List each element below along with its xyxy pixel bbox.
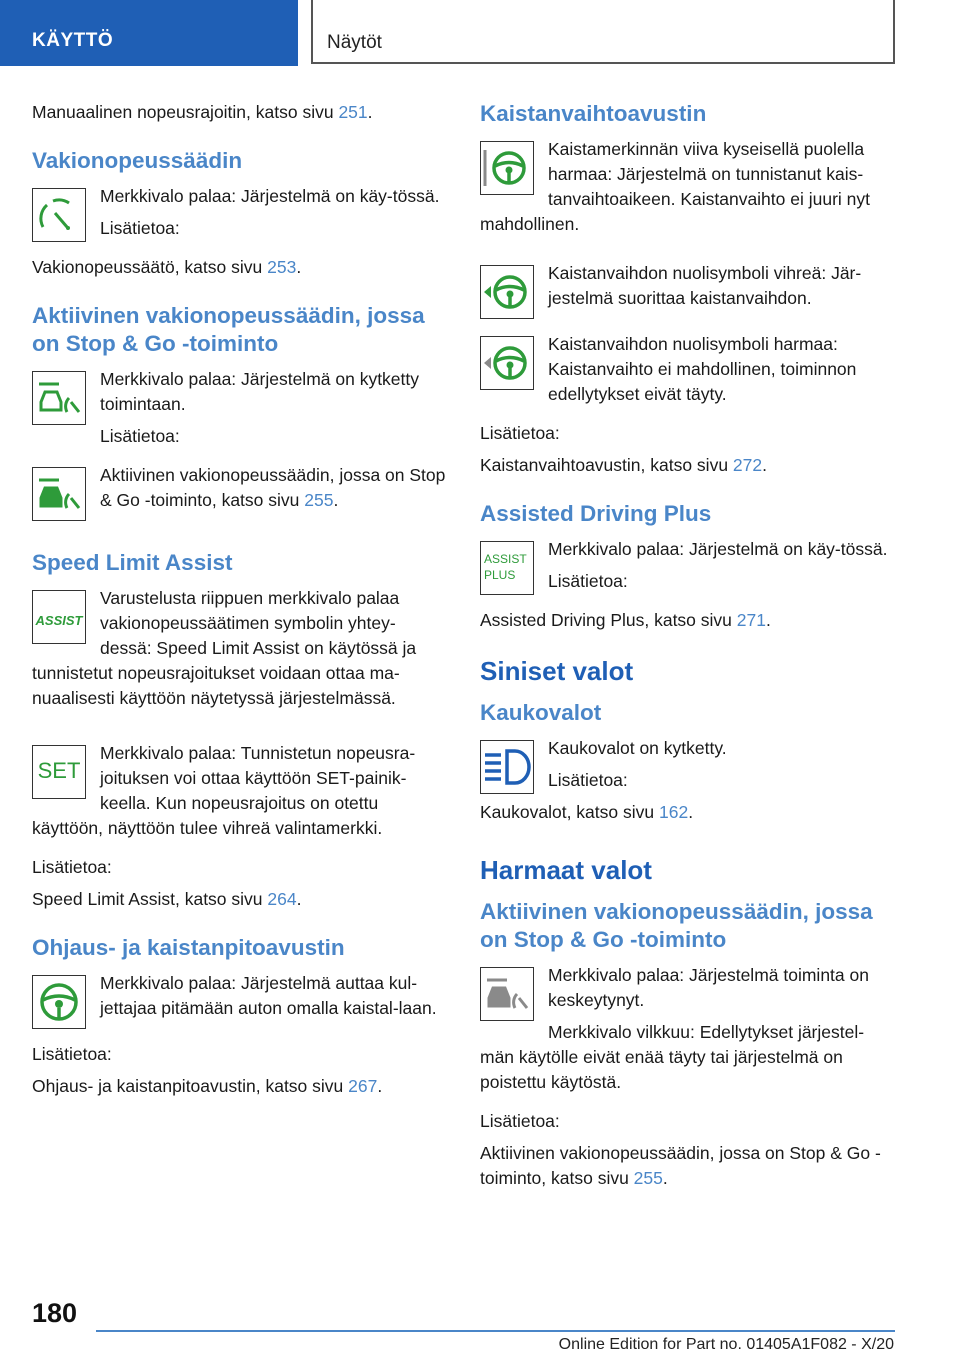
right-column (480, 100, 894, 1198)
footer-divider (96, 1330, 895, 1332)
grey-heading: Harmaat valot (480, 855, 652, 885)
acc-heading: Aktiivinen vakionopeussäädin, jossa on Stop & Go -toiminto (32, 303, 425, 356)
set-desc: Merkkivalo palaa: Tunnistetun nopeusra-joituksen voi ottaa käyttöön SET-painik-keella. Kun nopeusrajoitus on otettu käyttöön, näyttöön tulee vihreä valintamerkki. (32, 743, 416, 838)
sla-desc: Varustelusta riippuen merkkivalo palaa vakionopeussäätimen symbolin yhtey-dessä: Speed Limit Assist on käytössä ja tunnistetut nopeusrajoitukset voidaan ottaa ma-nuaalisesti käyttöön näytetyssä järjestelmässä. (32, 588, 417, 708)
lane-info-label: Lisätietoa: (480, 423, 560, 443)
page-link[interactable]: 251 (338, 102, 368, 122)
page-link[interactable]: 255 (304, 490, 334, 510)
page-link[interactable]: 162 (658, 802, 689, 822)
blue-desc: Kaukovalot on kytketty. (548, 738, 727, 758)
sla-ref: Speed Limit Assist, katso sivu 264. (32, 889, 302, 909)
lane-heading: Kaistanvaihtoavustin (480, 101, 707, 126)
acc-block (32, 367, 446, 456)
lane-steering-grey-line-icon (480, 141, 534, 195)
steer-info-label: Lisätietoa: (32, 1044, 112, 1064)
steer-block (32, 971, 446, 1035)
section-label: KÄYTTÖ (0, 0, 298, 66)
set-icon: SET (32, 745, 86, 799)
steer-heading: Ohjaus- ja kaistanpitoavustin (32, 935, 345, 960)
acc-desc: Merkkivalo palaa: Järjestelmä on kytketty toimintaan. (100, 369, 420, 414)
adp-ref: Assisted Driving Plus, katso sivu 271. (480, 610, 771, 630)
acc-info-label: Lisätietoa: (100, 426, 180, 446)
page-link[interactable]: 271 (736, 610, 766, 630)
lane-block-2 (480, 261, 894, 325)
page-link[interactable]: 255 (633, 1168, 663, 1188)
intro-text: Manuaalinen nopeusrajoitin, katso sivu 251. (32, 102, 373, 122)
acc-ref-block (32, 463, 446, 527)
page-number: 180 (32, 1298, 78, 1328)
set-block (32, 741, 446, 848)
sla-block (32, 586, 446, 718)
steer-desc: Merkkivalo palaa: Järjestelmä auttaa kul-jettajaa pitämään auton omalla kaistal-laan. (100, 973, 437, 1018)
vakio-block (32, 184, 446, 248)
acc-ref: Aktiivinen vakionopeussäädin, jossa on Stop & Go -toiminto, katso sivu 255. (100, 465, 446, 510)
edition-text: Online Edition for Part no. 01405A1F082 - X/20 (558, 1336, 894, 1353)
grey-desc-2: Merkkivalo vilkkuu: Edellytykset järjestel-män käytölle eivät enää täyty tai järjestelmä on poistettu käytöstä. (480, 1022, 865, 1092)
grey-info-label: Lisätietoa: (480, 1111, 560, 1131)
grey-subheading: Aktiivinen vakionopeussäädin, jossa on Stop & Go -toiminto (480, 899, 873, 952)
chapter-title: Näytöt (327, 32, 382, 53)
acc-car-grey-icon (480, 967, 534, 1021)
grey-block (480, 963, 894, 1102)
adp-desc: Merkkivalo palaa: Järjestelmä on käy-tössä. (548, 539, 888, 559)
sla-info-label: Lisätietoa: (32, 857, 112, 877)
lane-steering-grey-arrow-icon (480, 336, 534, 390)
vakio-heading: Vakionopeussäädin (32, 148, 243, 173)
lane-desc-2: Kaistanvaihdon nuolisymboli vihreä: Jär-jestelmä suorittaa kaistanvaihdon. (548, 263, 862, 308)
high-beam-icon (480, 740, 534, 794)
lane-desc-1: Kaistamerkinnän viiva kyseisellä puolella harmaa: Järjestelmä on tunnistanut kais-tanvaihtoaikeen. Kaistanvaihto ei juuri nyt mahdollinen. (480, 139, 871, 234)
acc-car-icon (32, 371, 86, 425)
grey-desc-1: Merkkivalo palaa: Järjestelmä toiminta on keskeytynyt. (548, 965, 869, 1010)
vakio-info-label: Lisätietoa: (100, 218, 180, 238)
adp-block (480, 537, 894, 601)
blue-heading: Siniset valot (480, 656, 634, 686)
page-link[interactable]: 264 (267, 889, 297, 909)
sla-heading: Speed Limit Assist (32, 550, 233, 575)
blue-info-label: Lisätietoa: (548, 770, 628, 790)
adp-heading: Assisted Driving Plus (480, 501, 712, 526)
chapter-box (311, 0, 895, 64)
page-link[interactable]: 267 (348, 1076, 378, 1096)
blue-subheading: Kaukovalot (480, 700, 602, 725)
blue-block (480, 736, 894, 832)
steering-wheel-icon (32, 975, 86, 1029)
assist-plus-icon: ASSIST PLUS (480, 541, 534, 595)
adp-info-label: Lisätietoa: (548, 571, 628, 591)
lane-steering-green-arrow-icon (480, 265, 534, 319)
page-link[interactable]: 272 (732, 455, 763, 475)
page-header (0, 0, 960, 66)
acc-car-filled-icon (32, 467, 86, 521)
lane-desc-3: Kaistanvaihdon nuolisymboli harmaa: Kaistanvaihto ei mahdollinen, toiminnon edellytykset eivät täyty. (548, 334, 857, 404)
lane-block-1 (480, 137, 894, 244)
vakio-ref: Vakionopeussäätö, katso sivu 253. (32, 257, 302, 277)
lane-block-3 (480, 332, 894, 414)
page-link[interactable]: 253 (267, 257, 297, 277)
steer-ref: Ohjaus- ja kaistanpitoavustin, katso sivu 267. (32, 1076, 383, 1096)
speedometer-icon (32, 188, 86, 242)
grey-ref: Aktiivinen vakionopeussäädin, jossa on Stop & Go -toiminto, katso sivu 255. (480, 1143, 881, 1188)
vakio-desc: Merkkivalo palaa: Järjestelmä on käy-tössä. (100, 186, 440, 206)
assist-icon: ASSIST (32, 590, 86, 644)
lane-ref: Kaistanvaihtoavustin, katso sivu 272. (480, 455, 767, 475)
left-column (32, 100, 446, 1106)
blue-ref: Kaukovalot, katso sivu 162. (480, 802, 694, 822)
